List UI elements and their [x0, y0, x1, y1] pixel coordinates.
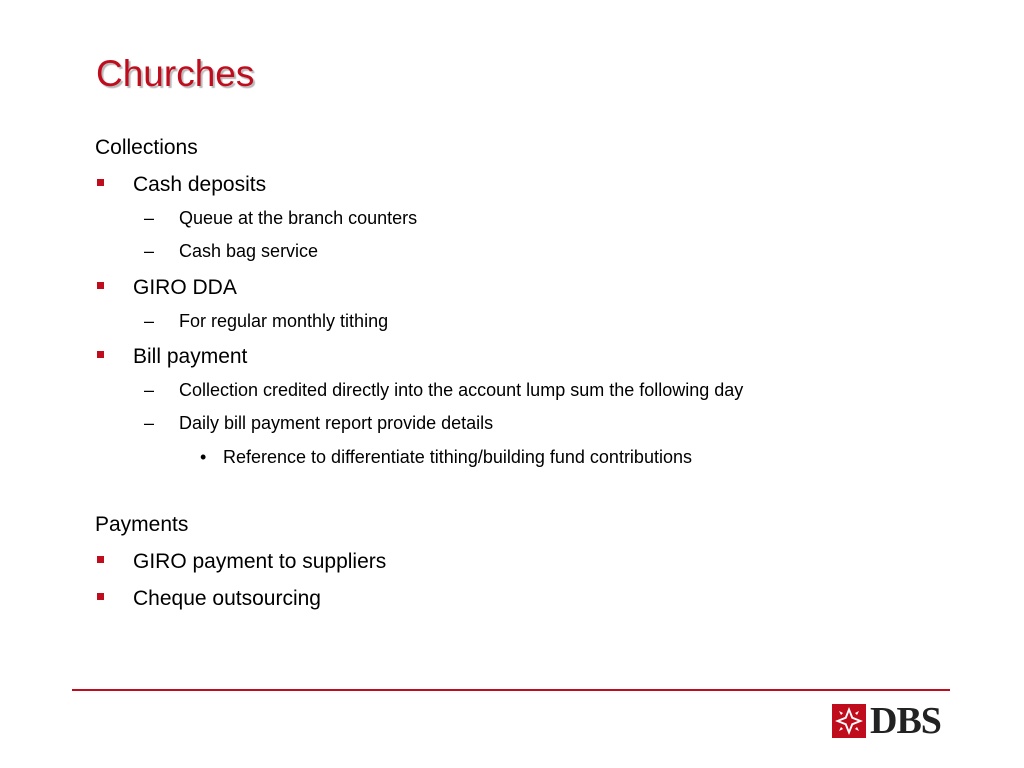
square-bullet-icon — [97, 179, 104, 186]
bullet-cash-deposits — [133, 174, 266, 195]
bullet-giro-dda — [133, 277, 237, 298]
bullet-bill-payment — [133, 346, 247, 367]
dot-bullet-icon: • — [200, 447, 207, 467]
dbs-logo-text: DBS — [870, 700, 941, 742]
dash-bullet-icon: – — [144, 208, 155, 228]
square-bullet-icon — [97, 351, 104, 358]
square-bullet-icon — [97, 282, 104, 289]
bullet-label: Cheque outsourcing — [133, 587, 321, 610]
sub-sub-bullet-label: Reference to differentiate tithing/building fund contributions — [223, 447, 692, 467]
sub-bullet-label: Cash bag service — [179, 241, 319, 261]
section-heading-payments: Payments — [95, 513, 189, 536]
dash-bullet-icon: – — [144, 311, 155, 331]
dash-bullet-icon: – — [144, 241, 155, 261]
bullet-giro-payment — [133, 551, 386, 572]
sub-bullet-label: Collection credited directly into the account lump sum the following day — [179, 380, 744, 400]
bullet-label: Bill payment — [133, 345, 248, 368]
sub-bullet-queue — [144, 208, 418, 228]
section-heading-collections: Collections — [95, 136, 198, 159]
sub-bullet-collection-credited — [144, 380, 744, 400]
footer-divider — [72, 689, 950, 691]
sub-bullet-cash-bag — [144, 241, 319, 261]
dbs-logo — [832, 702, 941, 740]
sub-bullet-daily-report — [144, 413, 494, 433]
sub-bullet-label: Daily bill payment report provide details — [179, 413, 494, 433]
sub-bullet-monthly-tithing — [144, 311, 389, 331]
bullet-label: Cash deposits — [133, 173, 267, 196]
bullet-cheque-outsourcing — [133, 588, 321, 609]
slide-title: Churches — [96, 53, 255, 94]
sub-sub-bullet-reference — [200, 447, 692, 467]
dash-bullet-icon: – — [144, 413, 155, 433]
square-bullet-icon — [97, 593, 104, 600]
bullet-label: GIRO DDA — [133, 276, 237, 299]
dash-bullet-icon: – — [144, 380, 155, 400]
sub-bullet-label: Queue at the branch counters — [179, 208, 418, 228]
square-bullet-icon — [97, 556, 104, 563]
bullet-label: GIRO payment to suppliers — [133, 550, 387, 573]
sub-bullet-label: For regular monthly tithing — [179, 311, 389, 331]
dbs-star-logo-icon — [832, 704, 866, 738]
